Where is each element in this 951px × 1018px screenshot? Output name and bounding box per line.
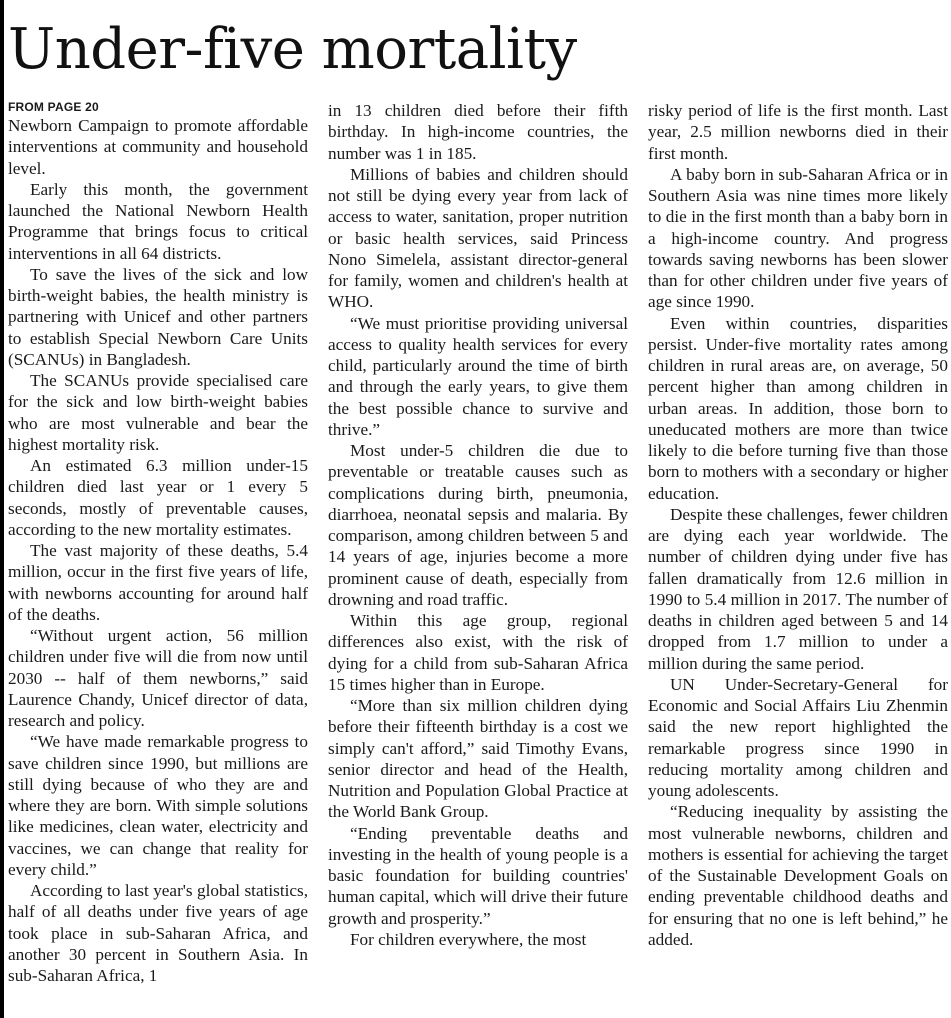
- paragraph: “Without urgent action, 56 million children under five will die from now until 2030 -- half of them newborns,” said Laurence Chandy, Unicef director of data, research and policy.: [8, 626, 308, 730]
- paragraph: risky period of life is the first month. Last year, 2.5 million newborns died in their first month.: [648, 101, 948, 163]
- left-border-rule: [0, 0, 4, 1018]
- paragraph: “More than six million children dying before their fifteenth birthday is a cost we simply can't afford,” said Timothy Evans, senior director and head of the Health, Nutrition and Population Global Practice at the World Bank Group.: [328, 696, 628, 822]
- paragraph: in 13 children died before their fifth birthday. In high-income countries, the number was 1 in 185.: [328, 101, 628, 163]
- paragraph: UN Under-Secretary-General for Economic and Social Affairs Liu Zhenmin said the new report highlighted the remarkable progress since 1990 in reducing mortality among children and young adolescents.: [648, 674, 948, 800]
- paragraph: “Reducing inequality by assisting the most vulnerable newborns, children and mothers is essential for achieving the target of the Sustainable Development Goals on ending preventable childhood deaths and for ensuring that no one is left behind,” he added.: [648, 802, 948, 949]
- headline: Under-five mortality: [8, 17, 577, 82]
- paragraph: A baby born in sub-Saharan Africa or in Southern Asia was nine times more likely to die in the first month than a baby born in a high-income country. And progress towards saving newborns has been slower than for other children under five years of age since 1990.: [648, 164, 948, 312]
- paragraph: The SCANUs provide specialised care for the sick and low birth-weight babies who are most vulnerable and bear the highest mortality risk.: [8, 371, 308, 454]
- page-continuation-kicker: FROM PAGE 20: [8, 100, 99, 114]
- paragraph: An estimated 6.3 million under-15 children died last year or 1 every 5 seconds, mostly of preventable causes, according to the new mortality estimates.: [8, 456, 308, 539]
- article-body: [8, 100, 948, 1012]
- paragraph: For children everywhere, the most: [350, 929, 587, 949]
- paragraph: To save the lives of the sick and low birth-weight babies, the health ministry is partnering with Unicef and other partners to establish Special Newborn Care Units (SCANUs) in Bangladesh.: [8, 264, 308, 369]
- paragraph: Even within countries, disparities persist. Under-five mortality rates among children in rural areas are, on average, 50 percent higher than among children in urban areas. In addition, those born to uneducated mothers are more than twice likely to die before turning five than those born to mothers with a secondary or higher education.: [648, 313, 948, 503]
- column-1: [8, 100, 308, 986]
- column-3: [648, 100, 948, 950]
- column-2: [328, 100, 628, 950]
- paragraph: Despite these challenges, fewer children are dying each year worldwide. The number of children dying under five has fallen dramatically from 12.6 million in 1990 to 5.4 million in 2017. The number of deaths in children aged between 5 and 14 dropped from 1.7 million to under a million during the same period.: [648, 504, 948, 673]
- paragraph: According to last year's global statistics, half of all deaths under five years of age took place in sub-Saharan Africa, and another 30 percent in Southern Asia. In sub-Saharan Africa, 1: [8, 881, 308, 985]
- paragraph: Most under-5 children die due to preventable or treatable causes such as complications during birth, pneumonia, diarrhoea, neonatal sepsis and malaria. By comparison, among children between 5 and 14 years of age, injuries become a more prominent cause of death, especially from drowning and road traffic.: [328, 441, 628, 609]
- paragraph: “We have made remarkable progress to save children since 1990, but millions are still dying because of who they are and where they are born. With simple solutions like medicines, clean water, electricity and vaccines, we can change that reality for every child.”: [8, 732, 308, 879]
- paragraph: “Ending preventable deaths and investing in the health of young people is a basic foundation for building countries' human capital, which will drive their future growth and prosperity.”: [328, 823, 628, 928]
- paragraph: Newborn Campaign to promote affordable interventions at community and household level.: [8, 116, 308, 178]
- paragraph: Early this month, the government launched the National Newborn Health Programme that brings focus to critical interventions in all 64 districts.: [8, 179, 308, 263]
- paragraph: Millions of babies and children should not still be dying every year from lack of access to water, sanitation, proper nutrition or basic health services, said Princess Nono Simelela, assistant director-general for family, women and children's health at WHO.: [328, 164, 628, 312]
- paragraph: The vast majority of these deaths, 5.4 million, occur in the first five years of life, with newborns accounting for around half of the deaths.: [8, 541, 308, 624]
- paragraph: “We must prioritise providing universal access to quality health services for every child, particularly around the time of birth and through the early years, to give them the best possible chance to survive and thrive.”: [328, 313, 628, 439]
- paragraph: Within this age group, regional differences also exist, with the risk of dying for a child from sub-Saharan Africa 15 times higher than in Europe.: [328, 611, 628, 694]
